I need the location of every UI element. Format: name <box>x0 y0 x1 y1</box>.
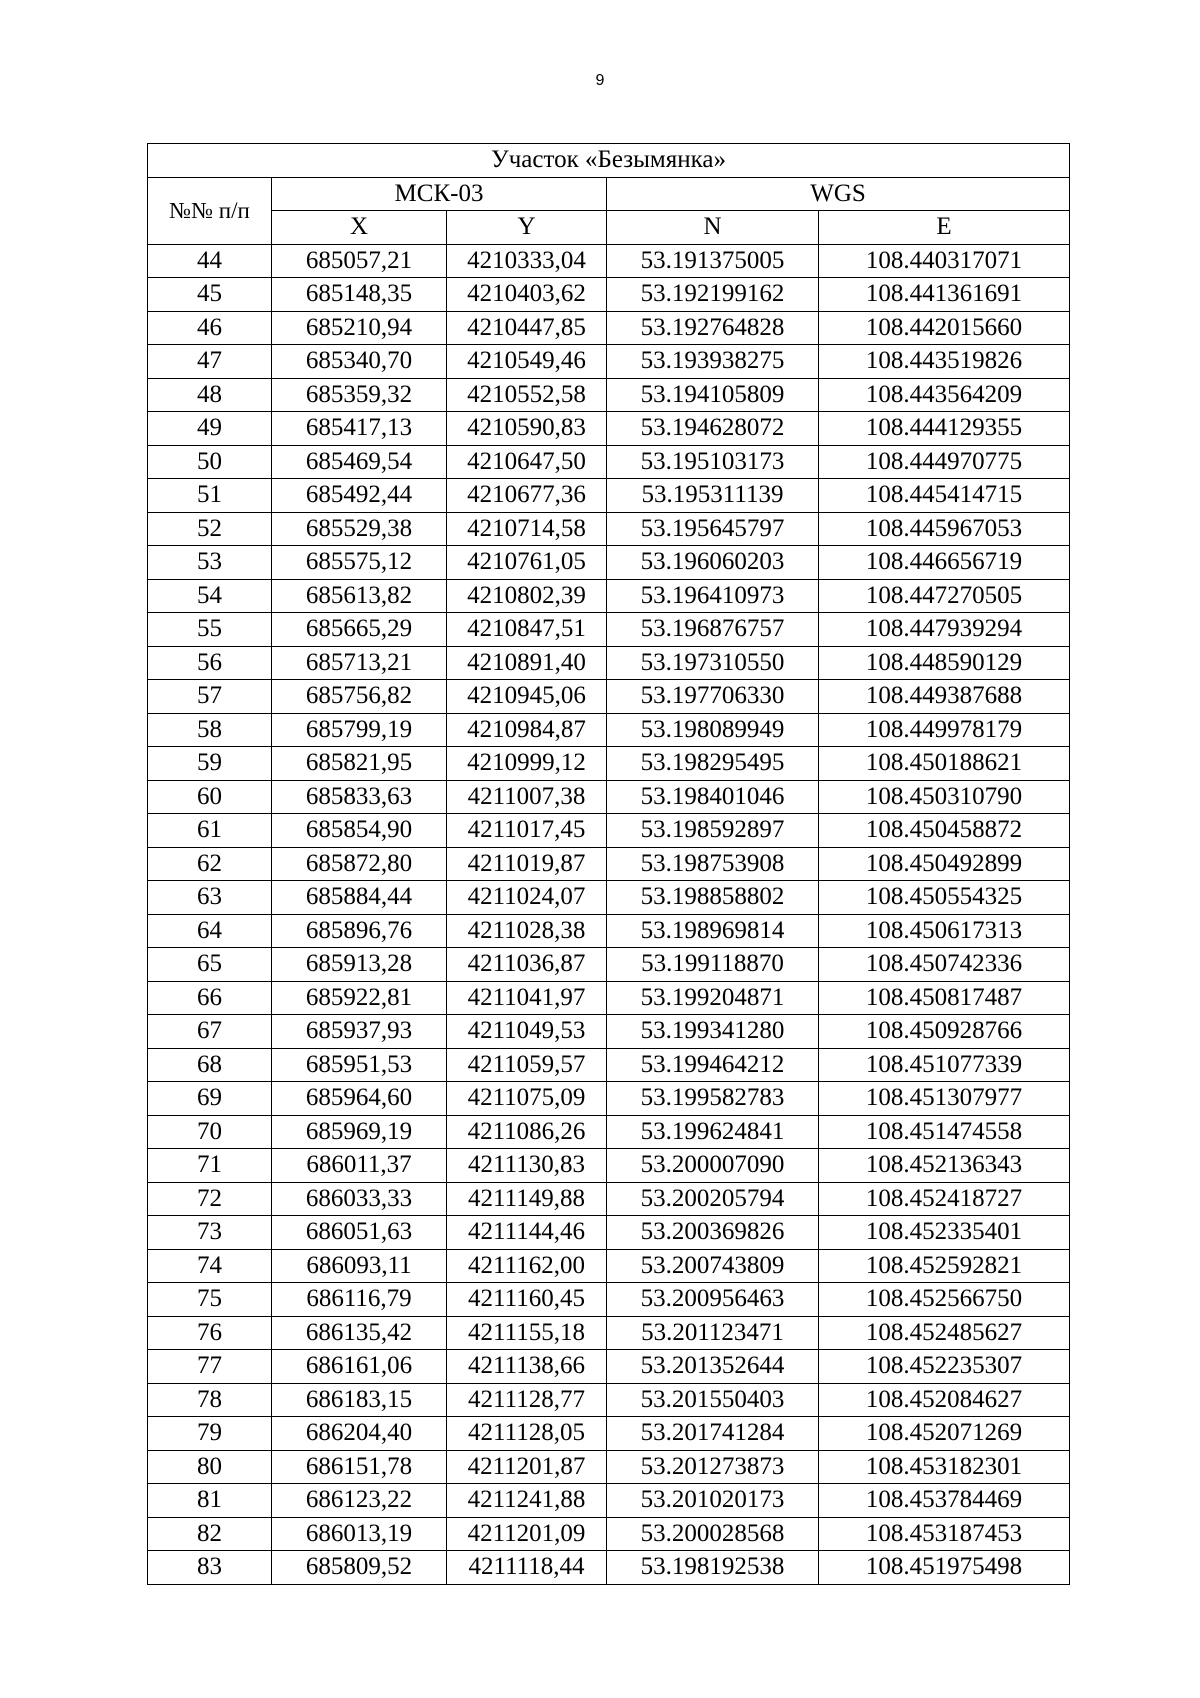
table-row <box>148 613 1070 647</box>
cell-n: 53.199204871 <box>607 981 819 1015</box>
column-header-e: E <box>819 211 1070 245</box>
cell-x: 685809,52 <box>272 1551 447 1585</box>
cell-x: 685799,19 <box>272 713 447 747</box>
cell-y: 4211075,09 <box>447 1082 607 1116</box>
cell-number: 56 <box>148 646 272 680</box>
cell-x: 685210,94 <box>272 311 447 345</box>
table-title-row <box>148 144 1070 178</box>
cell-n: 53.191375005 <box>607 244 819 278</box>
table-row <box>148 1015 1070 1049</box>
table-row <box>148 680 1070 714</box>
cell-n: 53.192199162 <box>607 278 819 312</box>
cell-x: 685492,44 <box>272 479 447 513</box>
cell-n: 53.194105809 <box>607 378 819 412</box>
table-row <box>148 1182 1070 1216</box>
cell-number: 72 <box>148 1182 272 1216</box>
table-row <box>148 914 1070 948</box>
cell-number: 55 <box>148 613 272 647</box>
table-row <box>148 1417 1070 1451</box>
cell-e: 108.447939294 <box>819 613 1070 647</box>
cell-e: 108.452071269 <box>819 1417 1070 1451</box>
table-row <box>148 244 1070 278</box>
cell-x: 685951,53 <box>272 1048 447 1082</box>
table-row <box>148 981 1070 1015</box>
cell-e: 108.446656719 <box>819 546 1070 580</box>
cell-x: 685529,38 <box>272 512 447 546</box>
table-row <box>148 278 1070 312</box>
cell-n: 53.200369826 <box>607 1216 819 1250</box>
cell-x: 685969,19 <box>272 1115 447 1149</box>
table-row <box>148 747 1070 781</box>
cell-number: 79 <box>148 1417 272 1451</box>
cell-e: 108.453784469 <box>819 1484 1070 1518</box>
cell-e: 108.449978179 <box>819 713 1070 747</box>
table-row <box>148 1149 1070 1183</box>
table-row <box>148 1249 1070 1283</box>
cell-number: 45 <box>148 278 272 312</box>
cell-e: 108.451474558 <box>819 1115 1070 1149</box>
cell-n: 53.199582783 <box>607 1082 819 1116</box>
table-row <box>148 1517 1070 1551</box>
table-row <box>148 412 1070 446</box>
cell-number: 50 <box>148 445 272 479</box>
cell-number: 80 <box>148 1450 272 1484</box>
cell-e: 108.445967053 <box>819 512 1070 546</box>
cell-number: 71 <box>148 1149 272 1183</box>
cell-e: 108.450188621 <box>819 747 1070 781</box>
table-row <box>148 1450 1070 1484</box>
cell-e: 108.442015660 <box>819 311 1070 345</box>
table-row <box>148 713 1070 747</box>
cell-number: 46 <box>148 311 272 345</box>
cell-y: 4211024,07 <box>447 881 607 915</box>
cell-y: 4211028,38 <box>447 914 607 948</box>
cell-n: 53.196060203 <box>607 546 819 580</box>
cell-number: 74 <box>148 1249 272 1283</box>
cell-number: 78 <box>148 1383 272 1417</box>
column-header-y: Y <box>447 211 607 245</box>
cell-n: 53.201020173 <box>607 1484 819 1518</box>
cell-number: 44 <box>148 244 272 278</box>
cell-n: 53.199464212 <box>607 1048 819 1082</box>
column-header-x: X <box>272 211 447 245</box>
cell-number: 83 <box>148 1551 272 1585</box>
cell-y: 4211128,05 <box>447 1417 607 1451</box>
cell-n: 53.198592897 <box>607 814 819 848</box>
cell-n: 53.199341280 <box>607 1015 819 1049</box>
cell-e: 108.447270505 <box>819 579 1070 613</box>
cell-y: 4211007,38 <box>447 780 607 814</box>
cell-y: 4210761,05 <box>447 546 607 580</box>
cell-y: 4210677,36 <box>447 479 607 513</box>
column-header-n: N <box>607 211 819 245</box>
cell-x: 686204,40 <box>272 1417 447 1451</box>
cell-x: 685340,70 <box>272 345 447 379</box>
cell-y: 4210802,39 <box>447 579 607 613</box>
cell-x: 686183,15 <box>272 1383 447 1417</box>
cell-number: 64 <box>148 914 272 948</box>
cell-y: 4211201,87 <box>447 1450 607 1484</box>
cell-y: 4211086,26 <box>447 1115 607 1149</box>
table-row <box>148 881 1070 915</box>
cell-x: 685417,13 <box>272 412 447 446</box>
cell-n: 53.201273873 <box>607 1450 819 1484</box>
cell-number: 61 <box>148 814 272 848</box>
cell-n: 53.200743809 <box>607 1249 819 1283</box>
cell-x: 685613,82 <box>272 579 447 613</box>
cell-e: 108.450928766 <box>819 1015 1070 1049</box>
cell-y: 4211019,87 <box>447 847 607 881</box>
table-row <box>148 1551 1070 1585</box>
cell-n: 53.199624841 <box>607 1115 819 1149</box>
cell-x: 686093,11 <box>272 1249 447 1283</box>
cell-number: 63 <box>148 881 272 915</box>
cell-n: 53.201550403 <box>607 1383 819 1417</box>
column-header-number: №№ п/п <box>148 177 272 244</box>
cell-number: 68 <box>148 1048 272 1082</box>
cell-y: 4211149,88 <box>447 1182 607 1216</box>
cell-n: 53.198858802 <box>607 881 819 915</box>
cell-x: 686151,78 <box>272 1450 447 1484</box>
cell-x: 685833,63 <box>272 780 447 814</box>
cell-number: 75 <box>148 1283 272 1317</box>
cell-y: 4210647,50 <box>447 445 607 479</box>
table-row <box>148 1484 1070 1518</box>
cell-x: 685913,28 <box>272 948 447 982</box>
cell-n: 53.194628072 <box>607 412 819 446</box>
cell-n: 53.198089949 <box>607 713 819 747</box>
cell-x: 685756,82 <box>272 680 447 714</box>
cell-n: 53.197310550 <box>607 646 819 680</box>
coordinates-table <box>147 143 1070 1585</box>
cell-n: 53.201123471 <box>607 1316 819 1350</box>
cell-e: 108.452235307 <box>819 1350 1070 1384</box>
cell-x: 685665,29 <box>272 613 447 647</box>
table-row <box>148 1350 1070 1384</box>
cell-number: 49 <box>148 412 272 446</box>
cell-number: 58 <box>148 713 272 747</box>
cell-y: 4210403,62 <box>447 278 607 312</box>
table-row <box>148 345 1070 379</box>
cell-e: 108.452084627 <box>819 1383 1070 1417</box>
cell-y: 4210999,12 <box>447 747 607 781</box>
cell-y: 4211017,45 <box>447 814 607 848</box>
cell-x: 686116,79 <box>272 1283 447 1317</box>
cell-e: 108.440317071 <box>819 244 1070 278</box>
table-row <box>148 579 1070 613</box>
cell-number: 69 <box>148 1082 272 1116</box>
cell-e: 108.451077339 <box>819 1048 1070 1082</box>
cell-x: 685937,93 <box>272 1015 447 1049</box>
cell-x: 685575,12 <box>272 546 447 580</box>
cell-x: 686033,33 <box>272 1182 447 1216</box>
cell-number: 51 <box>148 479 272 513</box>
cell-n: 53.201741284 <box>607 1417 819 1451</box>
cell-n: 53.198192538 <box>607 1551 819 1585</box>
cell-y: 4211036,87 <box>447 948 607 982</box>
cell-e: 108.452418727 <box>819 1182 1070 1216</box>
cell-e: 108.452566750 <box>819 1283 1070 1317</box>
table-row <box>148 479 1070 513</box>
column-group-wgs: WGS <box>607 177 1070 211</box>
table-row <box>148 847 1070 881</box>
cell-n: 53.196410973 <box>607 579 819 613</box>
cell-y: 4211201,09 <box>447 1517 607 1551</box>
table-body <box>148 244 1070 1584</box>
cell-e: 108.452485627 <box>819 1316 1070 1350</box>
cell-y: 4211130,83 <box>447 1149 607 1183</box>
cell-y: 4211155,18 <box>447 1316 607 1350</box>
cell-y: 4211118,44 <box>447 1551 607 1585</box>
cell-x: 685821,95 <box>272 747 447 781</box>
cell-e: 108.452335401 <box>819 1216 1070 1250</box>
cell-y: 4211041,97 <box>447 981 607 1015</box>
cell-x: 686013,19 <box>272 1517 447 1551</box>
cell-e: 108.450492899 <box>819 847 1070 881</box>
cell-y: 4211059,57 <box>447 1048 607 1082</box>
table-row <box>148 1283 1070 1317</box>
cell-n: 53.200028568 <box>607 1517 819 1551</box>
cell-number: 57 <box>148 680 272 714</box>
cell-number: 52 <box>148 512 272 546</box>
cell-n: 53.198969814 <box>607 914 819 948</box>
cell-y: 4210945,06 <box>447 680 607 714</box>
page-number: 9 <box>595 72 605 89</box>
cell-y: 4211162,00 <box>447 1249 607 1283</box>
table-row <box>148 311 1070 345</box>
cell-x: 686011,37 <box>272 1149 447 1183</box>
cell-x: 685872,80 <box>272 847 447 881</box>
cell-y: 4210891,40 <box>447 646 607 680</box>
cell-number: 82 <box>148 1517 272 1551</box>
cell-n: 53.201352644 <box>607 1350 819 1384</box>
table-row <box>148 546 1070 580</box>
cell-y: 4210552,58 <box>447 378 607 412</box>
cell-n: 53.193938275 <box>607 345 819 379</box>
cell-e: 108.449387688 <box>819 680 1070 714</box>
cell-number: 81 <box>148 1484 272 1518</box>
cell-number: 54 <box>148 579 272 613</box>
cell-e: 108.453187453 <box>819 1517 1070 1551</box>
cell-n: 53.198295495 <box>607 747 819 781</box>
cell-e: 108.450817487 <box>819 981 1070 1015</box>
cell-y: 4211138,66 <box>447 1350 607 1384</box>
cell-number: 66 <box>148 981 272 1015</box>
cell-x: 685057,21 <box>272 244 447 278</box>
cell-n: 53.200205794 <box>607 1182 819 1216</box>
cell-y: 4210590,83 <box>447 412 607 446</box>
cell-number: 67 <box>148 1015 272 1049</box>
cell-e: 108.443519826 <box>819 345 1070 379</box>
table-row <box>148 814 1070 848</box>
cell-n: 53.195311139 <box>607 479 819 513</box>
table-row <box>148 1383 1070 1417</box>
cell-n: 53.195645797 <box>607 512 819 546</box>
table-row <box>148 1216 1070 1250</box>
cell-x: 685964,60 <box>272 1082 447 1116</box>
cell-n: 53.192764828 <box>607 311 819 345</box>
cell-x: 685469,54 <box>272 445 447 479</box>
cell-y: 4210847,51 <box>447 613 607 647</box>
cell-y: 4211241,88 <box>447 1484 607 1518</box>
cell-e: 108.450617313 <box>819 914 1070 948</box>
cell-number: 59 <box>148 747 272 781</box>
cell-number: 48 <box>148 378 272 412</box>
cell-y: 4211049,53 <box>447 1015 607 1049</box>
cell-n: 53.198753908 <box>607 847 819 881</box>
cell-e: 108.451307977 <box>819 1082 1070 1116</box>
cell-number: 70 <box>148 1115 272 1149</box>
cell-y: 4210984,87 <box>447 713 607 747</box>
table-row <box>148 512 1070 546</box>
table-row <box>148 646 1070 680</box>
cell-x: 686161,06 <box>272 1350 447 1384</box>
cell-e: 108.450742336 <box>819 948 1070 982</box>
cell-number: 60 <box>148 780 272 814</box>
cell-n: 53.200956463 <box>607 1283 819 1317</box>
cell-n: 53.197706330 <box>607 680 819 714</box>
cell-y: 4211160,45 <box>447 1283 607 1317</box>
cell-e: 108.444129355 <box>819 412 1070 446</box>
table-row <box>148 1316 1070 1350</box>
cell-e: 108.451975498 <box>819 1551 1070 1585</box>
cell-e: 108.441361691 <box>819 278 1070 312</box>
cell-y: 4211128,77 <box>447 1383 607 1417</box>
cell-x: 685884,44 <box>272 881 447 915</box>
cell-x: 685896,76 <box>272 914 447 948</box>
cell-n: 53.200007090 <box>607 1149 819 1183</box>
cell-e: 108.450554325 <box>819 881 1070 915</box>
table-group-row <box>148 177 1070 211</box>
cell-y: 4210333,04 <box>447 244 607 278</box>
column-group-msk: МСК-03 <box>272 177 607 211</box>
table-column-row <box>148 211 1070 245</box>
cell-e: 108.452592821 <box>819 1249 1070 1283</box>
cell-n: 53.195103173 <box>607 445 819 479</box>
table-row <box>148 780 1070 814</box>
cell-y: 4210447,85 <box>447 311 607 345</box>
cell-y: 4210549,46 <box>447 345 607 379</box>
cell-e: 108.443564209 <box>819 378 1070 412</box>
table-row <box>148 1115 1070 1149</box>
cell-y: 4211144,46 <box>447 1216 607 1250</box>
cell-number: 65 <box>148 948 272 982</box>
cell-number: 53 <box>148 546 272 580</box>
cell-x: 685148,35 <box>272 278 447 312</box>
cell-number: 47 <box>148 345 272 379</box>
cell-e: 108.450310790 <box>819 780 1070 814</box>
cell-x: 685854,90 <box>272 814 447 848</box>
cell-n: 53.198401046 <box>607 780 819 814</box>
table-row <box>148 1082 1070 1116</box>
table-row <box>148 378 1070 412</box>
cell-x: 685922,81 <box>272 981 447 1015</box>
cell-number: 76 <box>148 1316 272 1350</box>
cell-number: 62 <box>148 847 272 881</box>
cell-x: 685713,21 <box>272 646 447 680</box>
cell-x: 686135,42 <box>272 1316 447 1350</box>
cell-e: 108.450458872 <box>819 814 1070 848</box>
cell-e: 108.453182301 <box>819 1450 1070 1484</box>
table-header <box>148 144 1070 245</box>
cell-x: 685359,32 <box>272 378 447 412</box>
table-row <box>148 948 1070 982</box>
cell-x: 686123,22 <box>272 1484 447 1518</box>
table-row <box>148 1048 1070 1082</box>
cell-e: 108.452136343 <box>819 1149 1070 1183</box>
cell-e: 108.445414715 <box>819 479 1070 513</box>
cell-e: 108.444970775 <box>819 445 1070 479</box>
cell-number: 77 <box>148 1350 272 1384</box>
cell-y: 4210714,58 <box>447 512 607 546</box>
cell-e: 108.448590129 <box>819 646 1070 680</box>
table-title: Участок «Безымянка» <box>148 144 1070 178</box>
cell-n: 53.199118870 <box>607 948 819 982</box>
cell-x: 686051,63 <box>272 1216 447 1250</box>
cell-number: 73 <box>148 1216 272 1250</box>
table-row <box>148 445 1070 479</box>
cell-n: 53.196876757 <box>607 613 819 647</box>
